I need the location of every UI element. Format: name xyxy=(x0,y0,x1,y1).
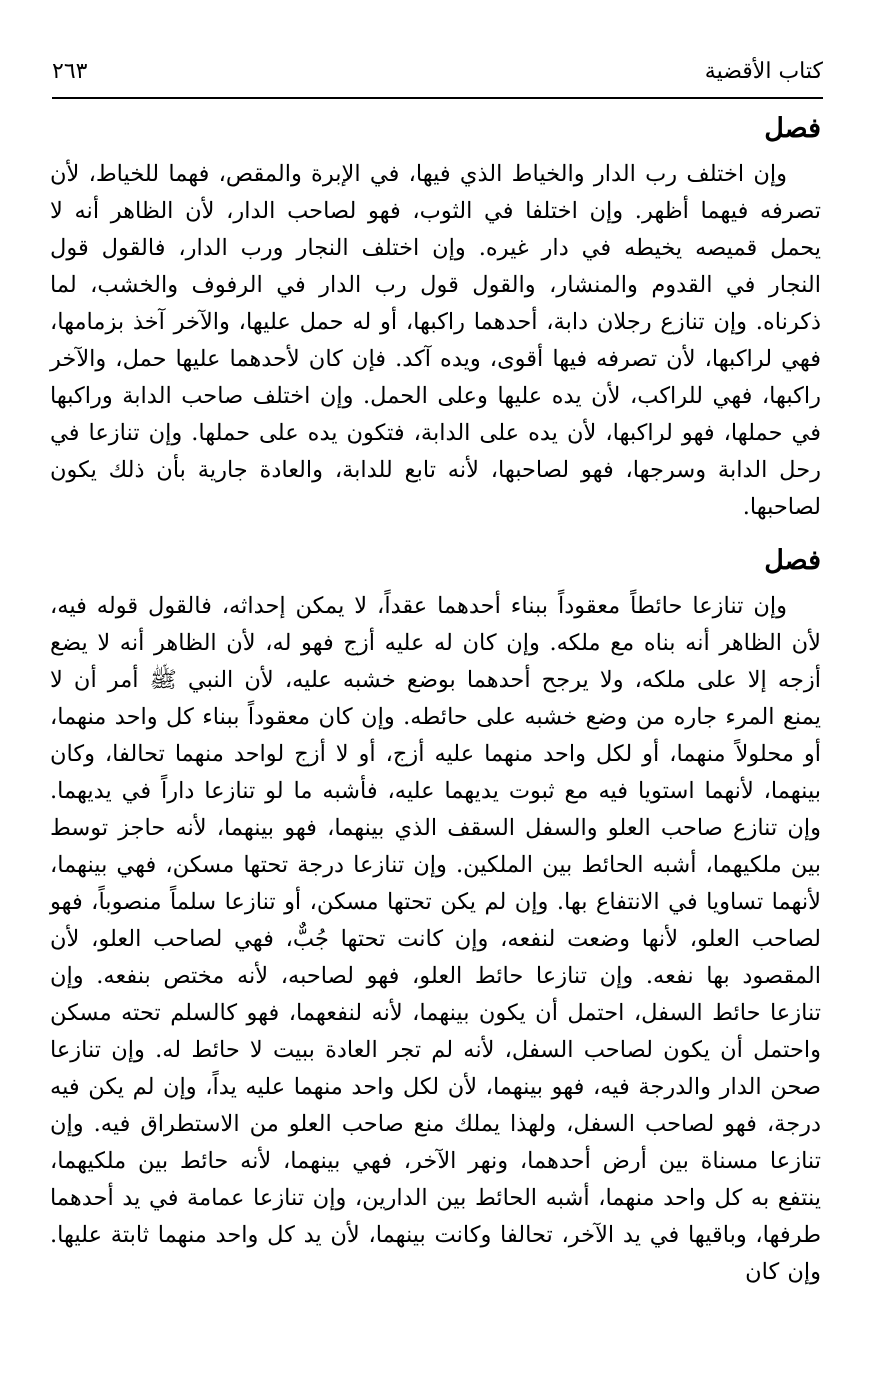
section-paragraph: وإن اختلف رب الدار والخياط الذي فيها، في الإبرة والمقص، فهما للخياط، لأن تصرفه فيهما أظهر. وإن اختلفا في الثوب، فهو لصاحب الدار، لأن الظاهر أنه لا يحمل قميصه يخيطه في دار غيره. وإن اختلف النجار ورب الدار، فالقول قول النجار في القدوم والمنشار، والقول قول رب الدار في الرفوف والخشب، لما ذكرناه. وإن تنازع رجلان دابة، أحدهما راكبها، أو له حمل عليها، والآخر آخذ بزمامها، فهي لراكبها، لأن تصرفه فيها أقوى، ويده آكد. فإن كان لأحدهما عليها حمل، والآخر راكبها، فهي للراكب، لأن يده عليها وعلى الحمل. وإن اختلف صاحب الدابة وراكبها في حملها، فهو لراكبها، لأن يده على الدابة، فتكون يده على حملها. وإن تنازعا في رحل الدابة وسرجها، فهو لصاحبها، لأنه تابع للدابة، والعادة جارية بأن ذلك يكون لصاحبها. xyxy=(50,161,821,520)
header-divider xyxy=(52,97,823,99)
section-paragraph: وإن تنازعا حائطاً معقوداً ببناء أحدهما عقداً، لا يمكن إحداثه، فالقول قوله فيه، لأن الظاهر أنه بناه مع ملكه. وإن كان له عليه أزج فهو له، لأن الظاهر أنه لا يضع أزجه إلا على ملكه، ولا يرجح أحدهما بوضع خشبه عليه، لأن النبي ﷺ أمر أن لا يمنع المرء جاره من وضع خشبه على حائطه. وإن كان معقوداً ببناء كل واحد منهما، أو محلولاً منهما، أو لكل واحد منهما عليه أزج، أو لا أزج لواحد منهما تحالفا، وكان بينهما، لأنهما استويا فيه مع ثبوت يديهما عليه، فأشبه ما لو تنازعا داراً في يديهما. وإن تنازع صاحب العلو والسفل السقف الذي بينهما، فهو بينهما، لأنه حاجز توسط بين ملكيهما، أشبه الحائط بين الملكين. وإن تنازعا درجة تحتها مسكن، فهي بينهما، لأنهما تساويا في الانتفاع بها. وإن لم يكن تحتها مسكن، أو تنازعا سلماً منصوباً، فهو لصاحب العلو، لأنها وضعت لنفعه، وإن كانت تحتها جُبٌّ، فهي لصاحب العلو، لأن المقصود بها نفعه. وإن تنازعا حائط العلو، فهو لصاحبه، لأنه مختص بنفعه. وإن تنازعا حائط السفل، احتمل أن يكون بينهما، لأنه لنفعهما، فهو كالسلم تحته مسكن واحتمل أن يكون لصاحب السفل، لأنه لم تجر العادة ببيت لا حائط له. وإن تنازعا صحن الدار والدرجة فيه، فهو بينهما، لأن لكل واحد منهما عليه يداً، وإن لم يكن فيه درجة، فهو لصاحب السفل، ولهذا يملك منع صاحب العلو من الاستطراق فيه. وإن تنازعا مسناة بين أرض أحدهما، ونهر الآخر، فهي بينهما، لأنه حائط بين ملكيهما، ينتفع به كل واحد منهما، أشبه الحائط بين الدارين، وإن تنازعا عمامة في يد أحدهما طرفها، وباقيها في يد الآخر، تحالفا وكانت بينهما، لأن يد كل واحد منهما ثابتة عليها. وإن كان xyxy=(50,593,821,1285)
section-heading: فصل xyxy=(764,113,821,144)
section-heading: فصل xyxy=(764,545,821,576)
page-body xyxy=(50,108,821,1291)
running-header xyxy=(52,44,823,84)
page-number: ٢٦٣ xyxy=(52,59,88,84)
book-title: كتاب الأقضية xyxy=(704,59,823,84)
